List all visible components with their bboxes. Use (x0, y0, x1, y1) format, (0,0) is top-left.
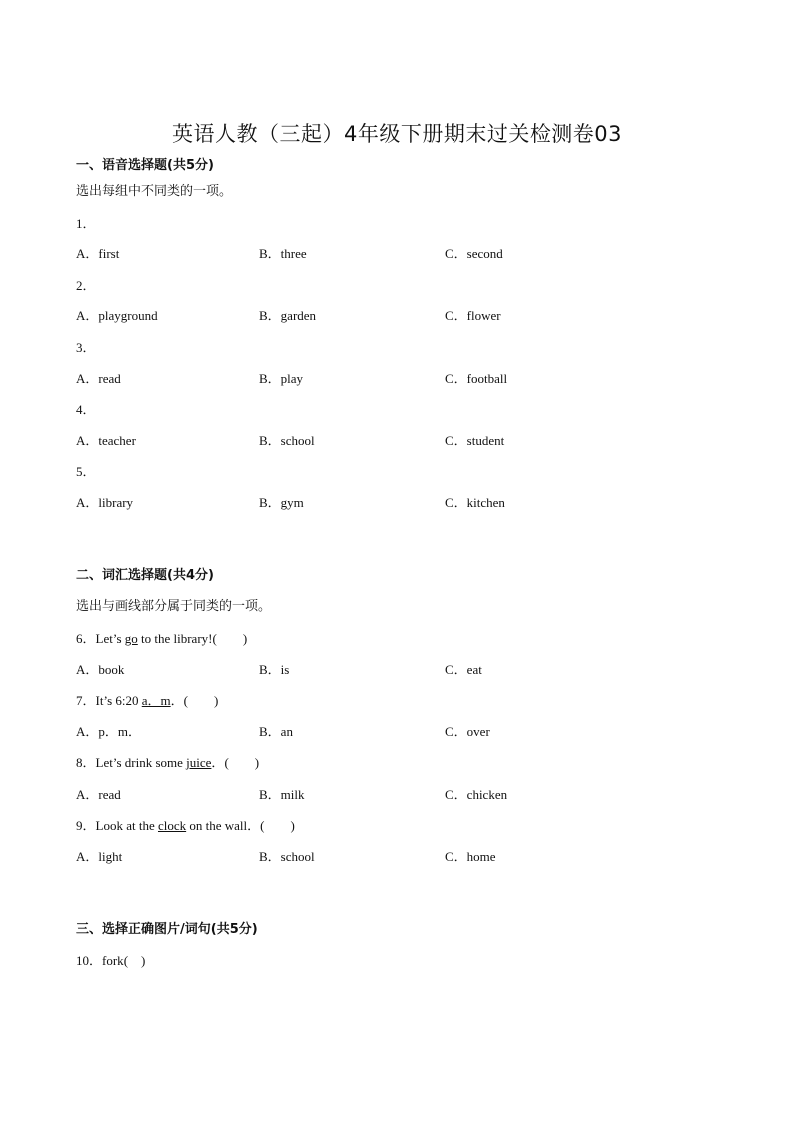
option-a: A．first (76, 246, 120, 261)
question-stem (76, 952, 145, 970)
question-number: 2． (76, 278, 96, 293)
option-b: B．school (259, 433, 315, 448)
question-number: 6． (76, 631, 96, 646)
question-number: 5． (76, 464, 96, 479)
option-c: C．eat (445, 662, 482, 677)
option-a: A．teacher (76, 433, 136, 448)
option-b: B．school (259, 849, 315, 864)
answer-parentheses: ( ) (123, 953, 146, 968)
question-stem (76, 692, 218, 710)
option-a: A．library (76, 495, 134, 510)
question-stem (76, 754, 259, 772)
stem-text: on the wall． (186, 818, 261, 833)
option-a: A．read (76, 371, 121, 386)
answer-parentheses: ( ) (212, 631, 248, 646)
stem-text: fork (102, 953, 124, 968)
stem-text: ． (170, 693, 184, 708)
section-1-instruction: 选出每组中不同类的一项。 (76, 184, 233, 199)
option-b: B．garden (259, 308, 317, 323)
page-title: 英语人教（三起）4年级下册期末过关检测卷03 (171, 122, 623, 146)
option-b: B．is (259, 662, 290, 677)
option-a: A．book (76, 662, 125, 677)
stem-text: Let’s drink some (95, 755, 187, 770)
question-number: 9． (76, 818, 96, 833)
option-c: C．flower (445, 308, 501, 323)
option-c: C．over (445, 724, 490, 739)
question-number: 4． (76, 402, 96, 417)
option-b: B．gym (259, 495, 304, 510)
underlined-word: juice (186, 755, 212, 770)
option-a: A．playground (76, 308, 158, 323)
section-2-heading: 二、词汇选择题(共4分) (76, 568, 214, 583)
stem-text: Look at the (95, 818, 158, 833)
question-number: 7． (76, 693, 96, 708)
option-a: A．read (76, 787, 121, 802)
option-b: B．play (259, 371, 304, 386)
answer-parentheses: ( ) (183, 693, 219, 708)
stem-text: It’s 6:20 (95, 693, 142, 708)
answer-parentheses: ( ) (260, 818, 295, 833)
option-b: B．milk (259, 787, 305, 802)
section-3-heading: 三、选择正确图片/词句(共5分) (76, 922, 258, 937)
underlined-word: a．m (141, 693, 171, 708)
section-1-heading: 一、语音选择题(共5分) (76, 158, 214, 173)
option-a: A．p．m． (76, 724, 142, 739)
option-c: C．second (445, 246, 503, 261)
underlined-word: go (124, 631, 138, 646)
option-a: A．light (76, 849, 123, 864)
option-b: B．three (259, 246, 307, 261)
option-c: C．kitchen (445, 495, 505, 510)
question-stem (76, 817, 295, 835)
underlined-word: clock (157, 818, 187, 833)
option-b: B．an (259, 724, 293, 739)
option-c: C．chicken (445, 787, 508, 802)
stem-text: to the library! (137, 631, 213, 646)
question-number: 8． (76, 755, 96, 770)
question-number: 3． (76, 340, 96, 355)
option-c: C．home (445, 849, 496, 864)
section-2-instruction: 选出与画线部分属于同类的一项。 (76, 599, 272, 614)
option-c: C．football (445, 371, 508, 386)
answer-parentheses: ( ) (224, 755, 260, 770)
question-number: 10． (76, 953, 103, 968)
stem-text: Let’s (95, 631, 125, 646)
stem-text: ． (211, 755, 225, 770)
option-c: C．student (445, 433, 505, 448)
question-stem (76, 630, 247, 648)
question-number: 1． (76, 216, 96, 231)
